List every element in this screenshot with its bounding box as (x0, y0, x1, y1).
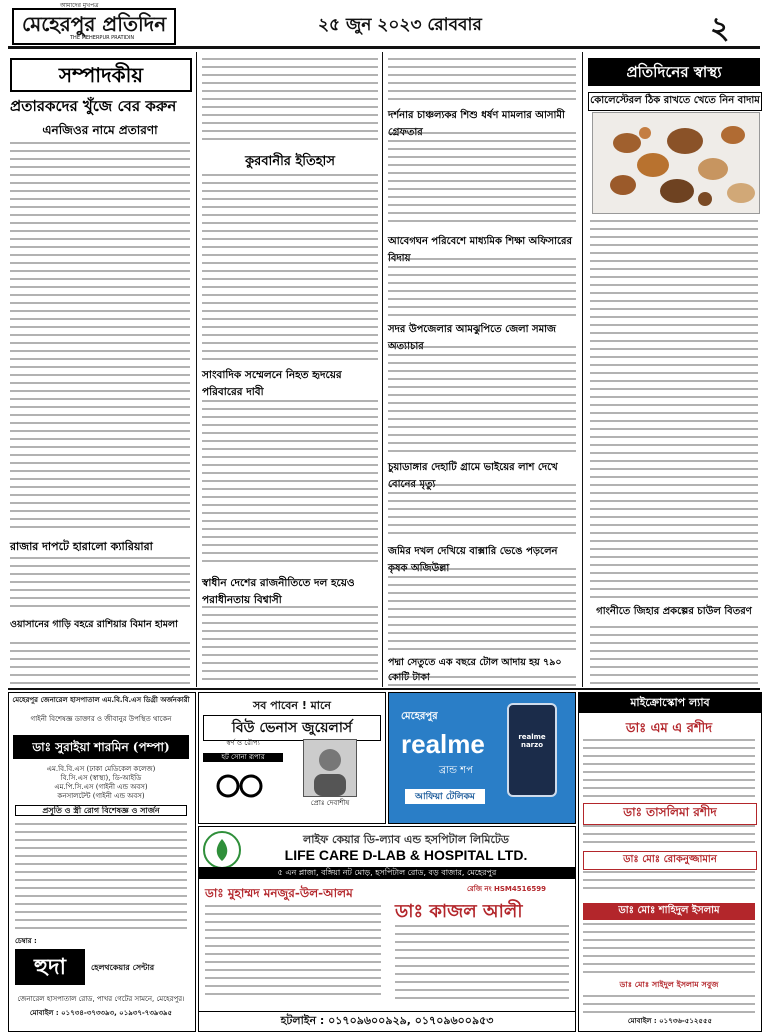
mid2-top-body (388, 56, 576, 104)
welfare-body (202, 398, 378, 568)
padma-body (388, 674, 576, 686)
fish-body (388, 344, 576, 454)
mid-top-body (202, 56, 378, 146)
teacher-body (388, 256, 576, 316)
politics-headline: স্বাধীন দেশের রাজনীতিতে দল হয়েও পরাধীনতায় বিশ্বাসী (202, 577, 355, 606)
ad-microscope-doc5-details (583, 993, 755, 1013)
ad-microscope-doc1: ডাঃ এম এ রশীদ (625, 721, 713, 736)
phone-image (507, 703, 557, 797)
masthead-english-name: THE MEHERPUR PRATIDIN (70, 35, 135, 41)
left-headline-2: রাজার দাপটে হারালো ক্যারিয়ারা (10, 540, 153, 553)
ad-lifecare-doc2: ডাঃ কাজল আলী (395, 901, 523, 922)
jewelry-rings-icon (213, 771, 273, 805)
qurbani-body (202, 172, 378, 360)
ad-section-rule (8, 688, 760, 690)
ad-realme-phone-label: realme narzo (518, 733, 546, 749)
ad-realme-product: realme (401, 729, 485, 759)
ad-microscope-title: মাইক্রোস্কোপ ল্যাব (579, 693, 761, 713)
health-section-title: প্রতিদিনের স্বাস্থ্য (588, 58, 760, 86)
editorial-subhead: এনজিওর নামে প্রতারণা (42, 123, 158, 137)
ad-left-center-label: চেম্বার : (15, 937, 37, 945)
nuts-photo (592, 112, 760, 214)
ad-jewelers-name: বিউ ভেনাস জুয়েলার্স (203, 715, 381, 741)
health-body (590, 218, 758, 598)
ad-realme-brand: মেহেরপুর (401, 711, 438, 722)
welfare-headline: সাংবাদিক সম্মেলনে নিহত হৃদয়ের পরিবারের দাবী (202, 369, 342, 398)
left-body-3 (10, 640, 190, 684)
ad-left-line2: গাইনী বিশেষজ্ঞ ডাক্তার ও জীবানুর উপস্থিত থাকেন (30, 715, 172, 723)
ad-microscope-doc5: ডাঃ মোঃ সাইদুল ইসলাম সবুজ (619, 980, 719, 989)
ad-left-line1: মেহেরপুর জেনারেল হাসপাতাল এম.বি.বি.এস ডিগ্রী অর্জনকারী (12, 696, 190, 704)
bike-headline: চুয়াডাঙ্গার দেহাটি গ্রামে ভাইয়ের লাশ দেখে বোনের মৃত্যু (388, 462, 558, 490)
farmer-headline: জমির দখল দেখিয়ে বাক্সারি ভেঙে পড়লেন কৃষক অজিউল্লা (388, 546, 558, 574)
ad-dr-suraiya (8, 692, 196, 1032)
column-divider (582, 52, 583, 687)
ad-lifecare-doc1: ডাঃ মুহাম্মদ মনজুর-উল-আলম (205, 886, 353, 900)
ad-jewelers-sub: স্বর্ণ ও রৌপ্য (226, 739, 260, 747)
ad-microscope-doc1-details (583, 737, 755, 797)
ad-left-services (15, 821, 187, 931)
page-number: ২ (710, 11, 730, 46)
editorial-body (10, 140, 190, 530)
nuts-illustration (593, 113, 759, 213)
lifecare-logo (203, 831, 241, 869)
ad-microscope-doc3: ডাঃ মোঃ রোকনুজ্জামান (583, 851, 757, 870)
arrest-body (388, 130, 576, 226)
teacher-headline: আবেগঘন পরিবেশে মাধ্যমিক শিক্ষা অফিসারের বিদায় (388, 236, 573, 264)
ad-left-center-name: হুদা (15, 949, 85, 985)
ad-left-specialty: প্রসূতি ও স্ত্রী রোগ বিশেষজ্ঞ ও সার্জন (15, 805, 187, 816)
left-body-2 (10, 555, 190, 610)
qurbani-headline: কুরবানীর ইতিহাস (245, 154, 335, 169)
masthead-tagline: আমাদের মুখপত্র (60, 2, 99, 9)
owner-photo (303, 739, 357, 797)
politics-body (202, 604, 378, 684)
ad-microscope-doc4-details (583, 921, 755, 973)
ad-left-center-sub: হেলথকেয়ার সেন্টার (91, 963, 155, 972)
health-headline: কোলেস্টেরল ঠিক রাখতে খেতে নিন বাদাম (588, 92, 762, 111)
masthead-logo: মেহেরপুর প্রতিদিন (12, 8, 176, 45)
ad-lifecare-title: লাইফ কেয়ার ডি-ল্যাব এন্ড হসপিটাল লিমিটেড (303, 833, 509, 846)
masthead (0, 0, 768, 55)
ad-realme (388, 692, 576, 824)
arrest-headline: দর্শনার চাঞ্চল্যকর শিশু ধর্ষণ মামলার আসামী গ্রেফতার (388, 110, 565, 138)
farmer-body (388, 566, 576, 650)
editorial-headline: প্রতারকদের খুঁজে বের করুন (10, 97, 177, 115)
column-divider (382, 52, 383, 687)
ad-left-doctor: ডাঃ সুরাইয়া শারমিন (পম্পা) (13, 735, 189, 759)
issue-date: ২৫ জুন ২০২৩ রোববার (318, 15, 482, 35)
fish-headline: সদর উপজেলার আমঝুপিতে জেলা সমাজ অত্যাচার (388, 324, 556, 352)
rice-body (590, 624, 758, 686)
left-headline-3: ওয়াসানের গাড়ি বহরে রাশিয়ার বিমান হামলা (10, 619, 178, 630)
ad-microscope-phone: মোবাইল : ০১৭৩৬-৫১২৫৫৫ (627, 1017, 713, 1025)
ad-realme-shop: আফিয়া টেলিকম (405, 789, 485, 804)
ad-left-degrees: এম.বি.বি.এস (ঢাকা মেডিকেল কলেজ) বি.সি.এস (স্বাস্থ্য), ডি-আইডি এম.পি.সি.এস (গাইনী এন্ড অবস) কনসালটেন্ট (গাইনী এন্ড অবস) (46, 765, 156, 800)
ad-jewelers-gold: হট সোনা রূপার (203, 753, 283, 762)
column-divider (196, 52, 197, 687)
ad-microscope-lab (578, 692, 762, 1032)
ad-jewelers (198, 692, 386, 824)
bike-body (388, 482, 576, 538)
ad-jewelers-top: সব পাবেন ! মানে (253, 699, 331, 712)
ad-lifecare-doc2-details (395, 923, 569, 999)
ad-lifecare-english: LIFE CARE D-LAB & HOSPITAL LTD. (284, 847, 528, 863)
ad-realme-sub: ব্রান্ড শপ (439, 765, 473, 776)
ad-lifecare-address: ৫ এন প্লাজা, বঙ্গিয়া নট মোড়, হসপিটাল রোড, বড় বাজার, মেহেরপুর (199, 867, 575, 879)
padma-headline: পদ্মা সেতুতে এক বছরে টোল আদায় হয় ৭৯০ কোটি টাকা (388, 657, 562, 683)
ad-microscope-doc3-details (583, 869, 755, 895)
editorial-section-title: সম্পাদকীয় (10, 58, 192, 92)
ad-lifecare-reg: রেজি নং HSM4516599 (467, 885, 546, 893)
ad-lifecare (198, 826, 576, 1032)
rice-headline: গাংনীতে জিহার প্রকল্পের চাউল বিতরণ (596, 606, 752, 617)
ad-microscope-doc2-details (583, 823, 755, 845)
ad-left-address: জেনারেল হাসপাতাল রোড, পাখর গেটের সামনে, মেহেরপুর। (17, 995, 185, 1003)
ad-jewelers-owner: প্রোঃ দেবাশীষ (310, 799, 350, 807)
ad-lifecare-doc1-details (205, 903, 381, 999)
masthead-rule (8, 46, 760, 49)
ad-microscope-doc4: ডাঃ মোঃ শাহিদুল ইসলাম (583, 903, 755, 920)
ad-lifecare-hotline: হটলাইন : ০১৭০৯৬০০৯২৯, ০১৭০৯৬০০৯৫৩ (199, 1011, 575, 1030)
ad-left-phone: মোবাইল : ০১৭৩৪-৩৭৩৩৯৩, ০১৯৩৭-৭৩৯৩৯৫ (29, 1009, 173, 1017)
ad-microscope-doc2: ডাঃ তাসলিমা রশীদ (583, 803, 757, 825)
